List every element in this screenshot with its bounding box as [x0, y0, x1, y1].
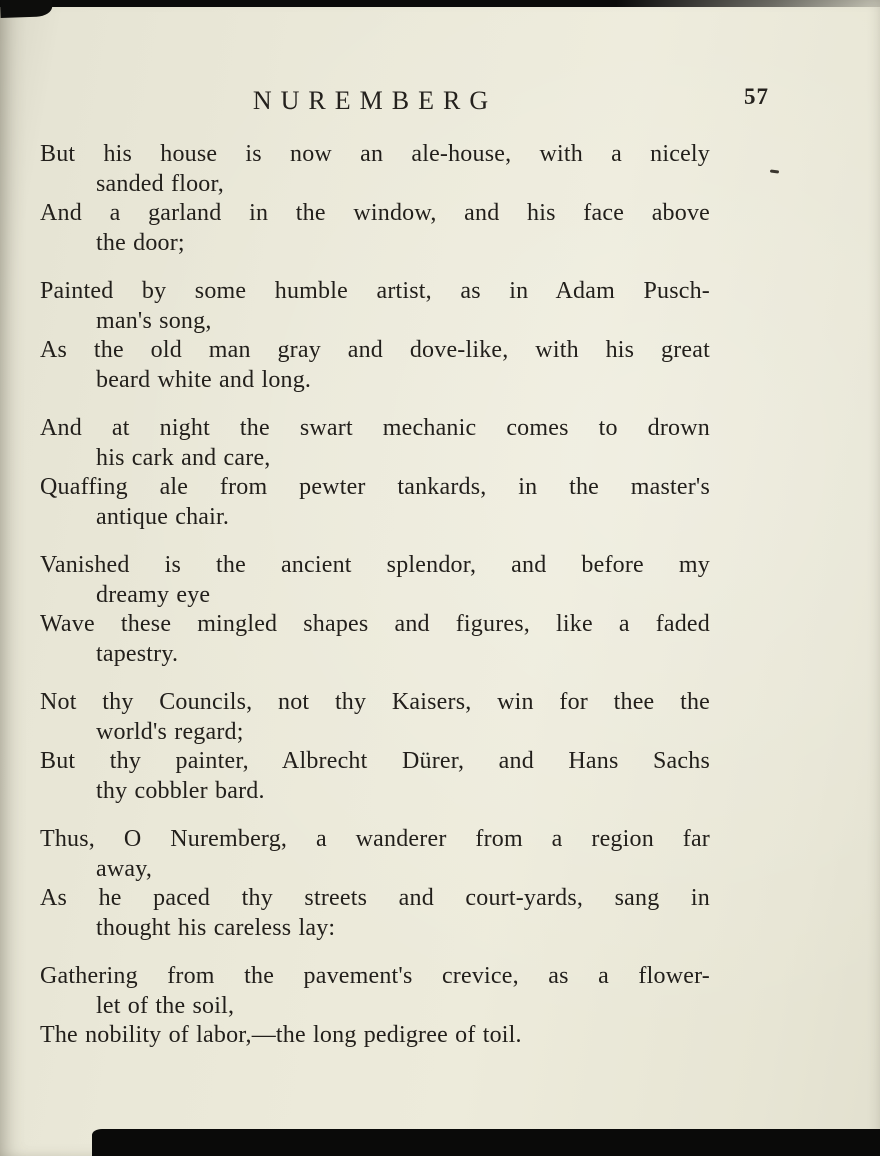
stanza [40, 414, 710, 532]
poem-line-text: But his house is now an ale-house, with a nicely [40, 141, 710, 167]
poem-line-continuation: thought his careless lay: [96, 914, 336, 941]
poem-line-text: Vanished is the ancient splendor, and before my [40, 552, 710, 578]
page-header [40, 86, 710, 116]
stanza [40, 140, 710, 258]
stanza [40, 551, 710, 669]
poem-line [40, 336, 710, 395]
poem-line-continuation: sanded floor, [96, 170, 224, 197]
poem-line-text: Not thy Councils, not thy Kaisers, win for thee the [40, 689, 710, 715]
page-title: NUREMBERG [252, 86, 498, 115]
poem-line-continuation: beard white and long. [96, 366, 312, 393]
poem-line-text: Painted by some humble artist, as in Adam Pusch- [40, 278, 710, 304]
poem-line [40, 825, 710, 884]
stanza [40, 962, 710, 1051]
poem-line-continuation: away, [96, 855, 153, 882]
top-left-corner-mark [0, 0, 53, 18]
poem-line-text: Wave these mingled shapes and figures, like a faded [40, 611, 710, 637]
poem-line-continuation: the door; [96, 229, 185, 256]
poem-line-text: Thus, O Nuremberg, a wanderer from a region far [40, 826, 710, 852]
poem-line-text: And at night the swart mechanic comes to drown [40, 415, 710, 441]
poem-line-text: The nobility of labor,—the long pedigree of toil. [40, 1022, 522, 1048]
poem-line [40, 199, 710, 258]
top-edge [0, 0, 880, 7]
poem-line-continuation: man's song, [96, 307, 212, 334]
stanza [40, 277, 710, 395]
poem-line-continuation: his cark and care, [96, 444, 271, 471]
poem-line-text: And a garland in the window, and his face above [40, 200, 710, 226]
page-number: 57 [744, 84, 769, 109]
poem-line [40, 1021, 710, 1051]
poem-line-continuation: let of the soil, [96, 992, 235, 1019]
poem-line [40, 140, 710, 199]
bottom-edge [92, 1129, 880, 1156]
poem-line-text: But thy painter, Albrecht Dürer, and Hans Sachs [40, 748, 710, 774]
stanza [40, 688, 710, 806]
poem-line [40, 277, 710, 336]
poem-line [40, 473, 710, 532]
poem-line-continuation: world's regard; [96, 718, 244, 745]
poem-line-text: Quaffing ale from pewter tankards, in the master's [40, 474, 710, 500]
poem [40, 140, 710, 1070]
poem-line-continuation: thy cobbler bard. [96, 777, 265, 804]
scan-artifact-mark [770, 169, 779, 173]
poem-line-text: As he paced thy streets and court-yards, sang in [40, 885, 710, 911]
poem-line [40, 962, 710, 1021]
poem-line [40, 610, 710, 669]
poem-line [40, 551, 710, 610]
poem-line-text: As the old man gray and dove-like, with his great [40, 337, 710, 363]
poem-line-continuation: dreamy eye [96, 581, 211, 608]
poem-line [40, 747, 710, 806]
poem-line-text: Gathering from the pavement's crevice, as a flower- [40, 963, 710, 989]
stanza [40, 825, 710, 943]
poem-line [40, 688, 710, 747]
poem-line-continuation: tapestry. [96, 640, 179, 667]
poem-line [40, 414, 710, 473]
poem-line-continuation: antique chair. [96, 503, 230, 530]
poem-line [40, 884, 710, 943]
